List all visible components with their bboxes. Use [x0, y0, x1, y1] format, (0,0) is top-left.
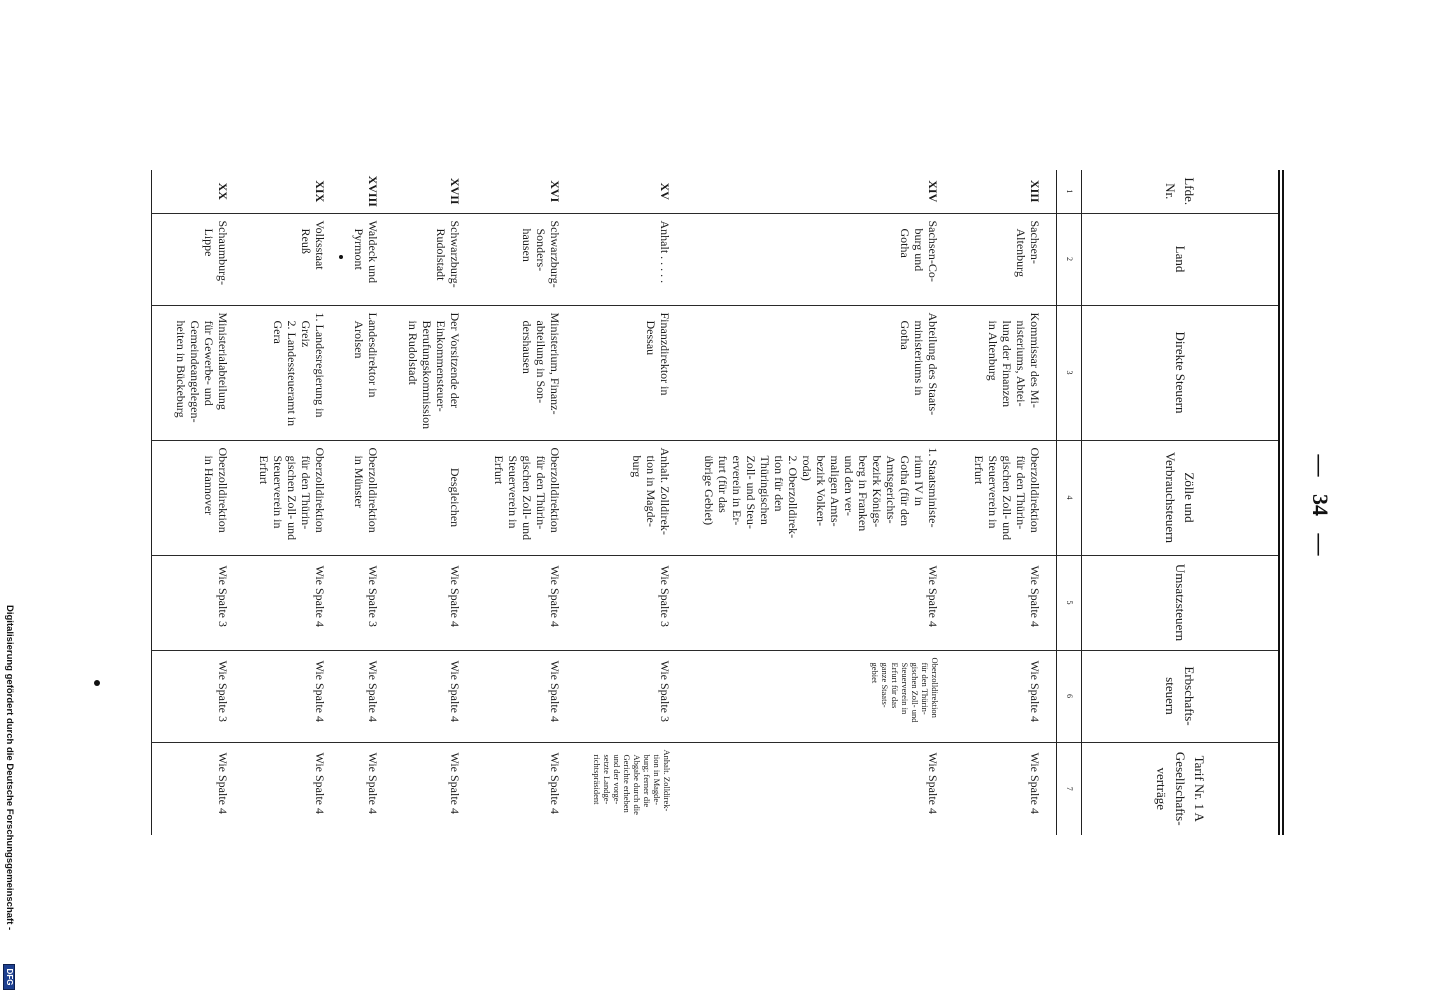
- column-number: 2: [1057, 213, 1082, 305]
- row-number-cell: XX: [216, 182, 230, 200]
- table-row: [244, 170, 341, 835]
- table-row: [152, 170, 244, 835]
- header-turnover-tax: Umsatzsteuern: [1082, 555, 1278, 650]
- table-row: [686, 170, 954, 835]
- customs-excise-cell: 1. Staatsministe- rium IV in Gotha (für den Amtsgerichts- bezirk Königs- berg in Franken und den ver- maligen Amts- bezirk Volken- roda) 2. Oberzolldirek- tion für den Thüringischen Zoll- und Steu- erverein in Er- furt (für das übrige Gebiet): [686, 440, 954, 555]
- row-number-cell: XV: [658, 182, 672, 200]
- land-cell: Sachsen- Altenburg: [954, 213, 1057, 305]
- column-number: 5: [1057, 555, 1082, 650]
- table-row: [476, 170, 576, 835]
- header-land: Land: [1082, 213, 1278, 305]
- column-number-row: [1057, 170, 1082, 835]
- table-row: [576, 170, 686, 835]
- land-cell: Volksstaat Reuß: [244, 213, 341, 305]
- page-number: — 34 —: [1308, 454, 1333, 556]
- customs-excise-cell: Oberzolldirektion für den Thürin- gischen Zoll- und Steuerverein in Erfurt: [476, 440, 576, 555]
- direct-taxes-cell: Kommissar des Mi- nisteriums, Abtei- lung der Finanzen in Altenburg: [954, 305, 1057, 440]
- direct-taxes-cell: Landesdirektor in Arolsen: [341, 305, 394, 440]
- company-contracts-cell: Wie Spalte 4: [341, 742, 394, 835]
- turnover-tax-cell: Wie Spalte 4: [954, 555, 1057, 650]
- inheritance-tax-cell: Wie Spalte 4: [394, 650, 476, 742]
- column-number: 6: [1057, 650, 1082, 742]
- column-number: 1: [1057, 170, 1082, 213]
- direct-taxes-cell: Ministerium, Finanz- abteilung in Son- dershausen: [476, 305, 576, 440]
- company-contracts-cell: Wie Spalte 4: [476, 742, 576, 835]
- row-number-cell: XVII: [448, 177, 462, 205]
- direct-taxes-cell: Ministerialabteilung für Gewerbe- und Gemeindeangelegen- heiten in Bückeburg: [152, 305, 244, 440]
- land-cell: Schwarzburg- Sonders- hausen: [476, 213, 576, 305]
- header-lfde-nr: Lfde. Nr.: [1082, 170, 1278, 213]
- land-cell: Sachsen-Co- burg und Gotha: [686, 213, 954, 305]
- dfg-logo: DFG: [3, 964, 15, 990]
- table-row: [954, 170, 1057, 835]
- customs-excise-cell: Desgleichen: [394, 440, 476, 555]
- row-number-cell: XIII: [1028, 179, 1043, 203]
- company-contracts-cell: Wie Spalte 4: [954, 742, 1057, 835]
- header-inheritance-tax: Erbschafts- steuern: [1082, 650, 1278, 742]
- customs-excise-cell: Anhalt. Zolldirek- tion in Magde- burg: [576, 440, 686, 555]
- table-row: [394, 170, 476, 835]
- tax-authority-table: [152, 170, 1279, 835]
- inheritance-tax-cell: Wie Spalte 3: [152, 650, 244, 742]
- table-row: [341, 170, 394, 835]
- company-contracts-cell: Wie Spalte 4: [152, 742, 244, 835]
- company-contracts-cell: Wie Spalte 4: [686, 742, 954, 835]
- header-customs-excise: Zölle und Verbrauchsteuern: [1082, 440, 1278, 555]
- land-cell: Anhalt . . . . .: [576, 213, 686, 305]
- row-number-cell: XVI: [548, 180, 562, 203]
- company-contracts-cell: Anhalt. Zolldirek- tion in Magde- burg; ferner die Abgabe durch die Gerichte erheben und der vorge- setzte Landge- richtspräsident: [576, 742, 686, 835]
- header-row: [1082, 170, 1278, 835]
- turnover-tax-cell: Wie Spalte 4: [686, 555, 954, 650]
- direct-taxes-cell: Der Vorsitzende der Einkommensteuer- Berufungskommission in Rudolstadt: [394, 305, 476, 440]
- column-number: 3: [1057, 305, 1082, 440]
- company-contracts-cell: Wie Spalte 4: [244, 742, 341, 835]
- tax-authority-table-frame: [152, 170, 1285, 835]
- ink-speck: [339, 255, 343, 259]
- header-company-contracts: Tarif Nr. 1 A Gesellschafts- verträge: [1082, 742, 1278, 835]
- turnover-tax-cell: Wie Spalte 4: [244, 555, 341, 650]
- customs-excise-cell: Oberzolldirektion in Hannover: [152, 440, 244, 555]
- inheritance-tax-cell: Wie Spalte 4: [244, 650, 341, 742]
- land-cell: Schaumburg- Lippe: [152, 213, 244, 305]
- customs-excise-cell: Oberzolldirektion für den Thürin- gischen Zoll- und Steuerverein in Erfurt: [244, 440, 341, 555]
- direct-taxes-cell: Finanzdirektor in Dessau: [576, 305, 686, 440]
- row-number-cell: XIX: [313, 180, 327, 203]
- inheritance-tax-cell: Wie Spalte 3: [576, 650, 686, 742]
- row-number-cell: XVIII: [366, 175, 380, 207]
- column-number: 4: [1057, 440, 1082, 555]
- direct-taxes-cell: 1. Landesregierung in Greiz 2. Landessteueramt in Gera: [244, 305, 341, 440]
- turnover-tax-cell: Wie Spalte 4: [476, 555, 576, 650]
- inheritance-tax-cell: Wie Spalte 4: [954, 650, 1057, 742]
- land-cell: Waldeck und Pyrmont: [341, 213, 394, 305]
- row-number-cell: XIV: [926, 180, 940, 203]
- turnover-tax-cell: Wie Spalte 3: [576, 555, 686, 650]
- customs-excise-cell: Oberzolldirektion für den Thürin- gischen Zoll- und Steuerverein in Erfurt: [954, 440, 1057, 555]
- inheritance-tax-cell: Wie Spalte 4: [476, 650, 576, 742]
- company-contracts-cell: Wie Spalte 4: [394, 742, 476, 835]
- land-cell: Schwarzburg- Rudolstadt: [394, 213, 476, 305]
- turnover-tax-cell: Wie Spalte 4: [394, 555, 476, 650]
- ink-speck: [94, 680, 100, 686]
- inheritance-tax-cell: Oberzolldirektion für den Thürin- gischen Zoll- und Steuerverein in Erfurt für das ganze Staats- gebiet: [686, 650, 954, 742]
- header-direct-taxes: Direkte Steuern: [1082, 305, 1278, 440]
- turnover-tax-cell: Wie Spalte 3: [341, 555, 394, 650]
- direct-taxes-cell: Abteilung des Staats- ministeriums in Gotha: [686, 305, 954, 440]
- turnover-tax-cell: Wie Spalte 3: [152, 555, 244, 650]
- customs-excise-cell: Oberzolldirektion in Münster: [341, 440, 394, 555]
- column-number: 7: [1057, 742, 1082, 835]
- inheritance-tax-cell: Wie Spalte 4: [341, 650, 394, 742]
- digitization-note: Digitalisierung gefördert durch die Deutsche Forschungsgemeinschaft -: [4, 605, 15, 931]
